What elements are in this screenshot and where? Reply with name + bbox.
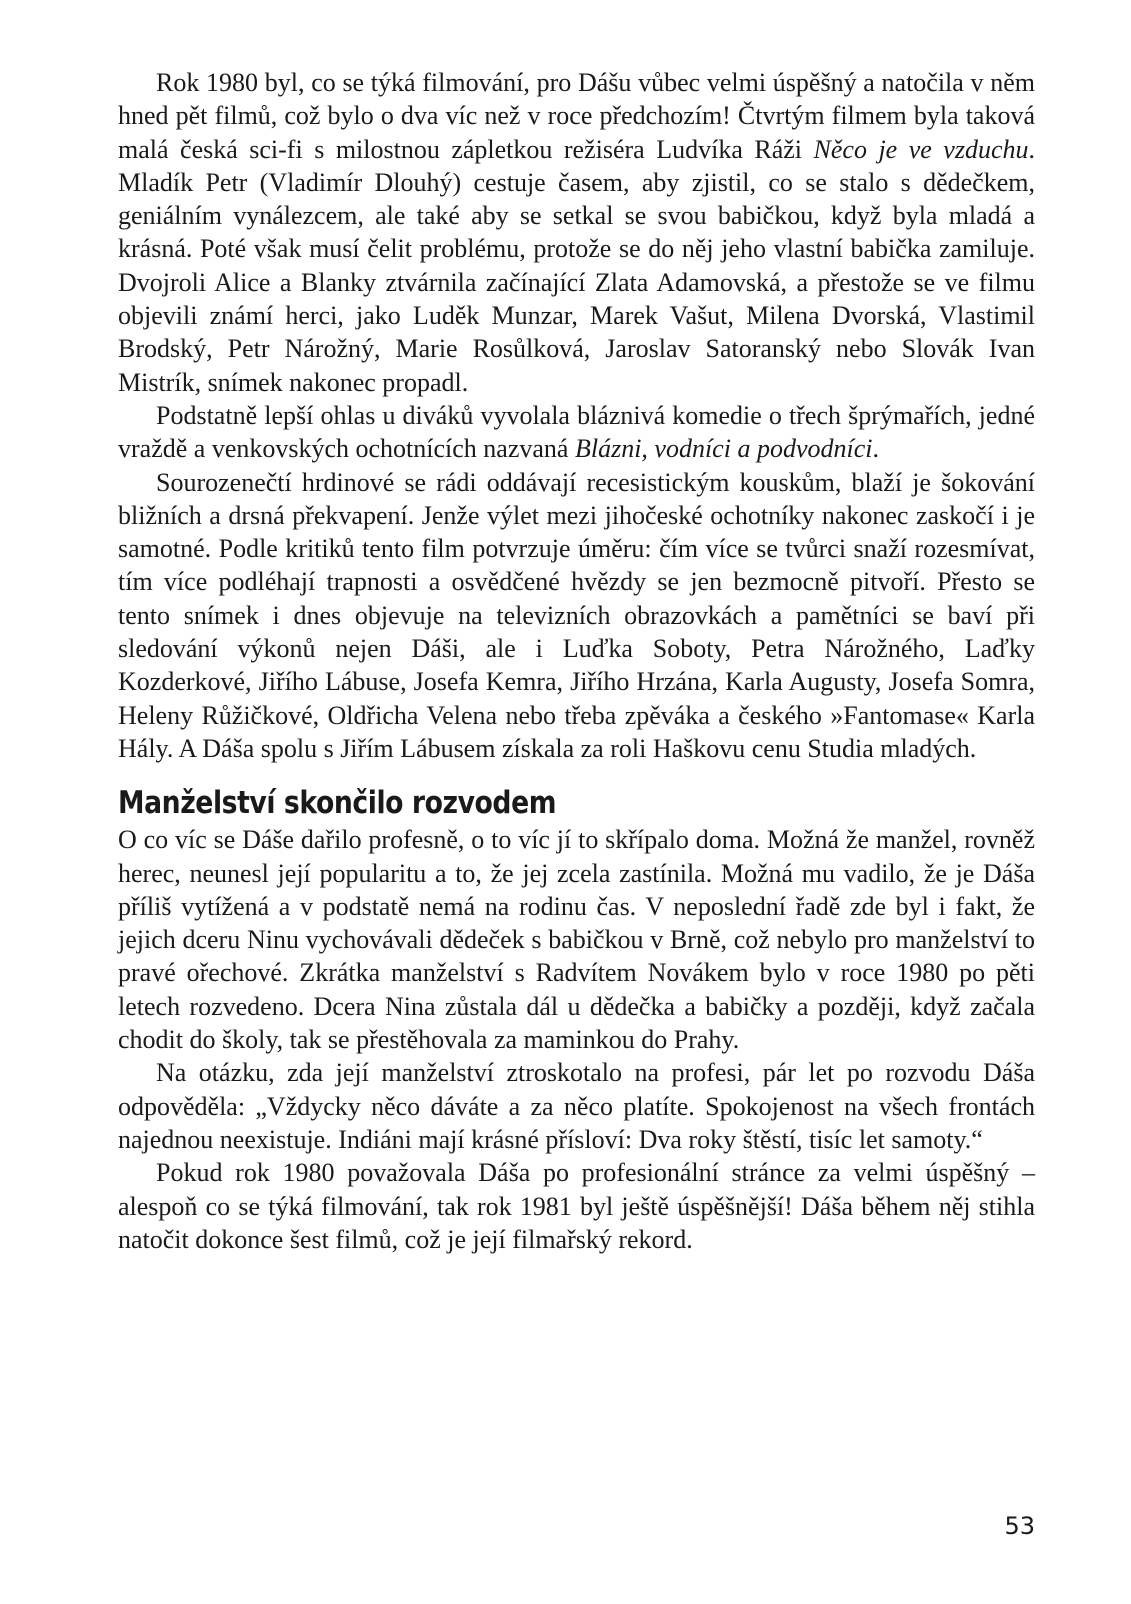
section-heading: Manželství skončilo rozvodem [118, 785, 557, 822]
text-run: Podstatně lepší ohlas u diváků vyvolala bláznivá komedie o třech šprýmařích, jedné vraždě a venkovských ochotnících nazvaná [118, 400, 1035, 464]
italic-title: Něco je ve vzduchu [813, 134, 1029, 164]
paragraph [118, 1156, 1035, 1256]
text-block-before-heading [118, 66, 1035, 765]
paragraph [118, 1056, 1035, 1156]
page-body [118, 66, 1035, 1256]
text-run: Rok 1980 byl, co se týká filmování, pro Dášu vůbec velmi úspěšný a natočila v něm hned pět filmů, což bylo o dva víc než v roce předchozím! Čtvrtým filmem byla taková malá česká sci-fi s milostnou zápletkou režiséra Ludvíka Ráži [118, 68, 1035, 164]
text-run: . [872, 434, 879, 464]
paragraph [118, 466, 1035, 766]
paragraph [118, 823, 1035, 1056]
text-block-after-heading [118, 823, 1035, 1256]
text-run: Na otázku, zda její manželství ztroskotalo na profesi, pár let po rozvodu Dáša odpověděla: „Vždycky něco dáváte a za něco platíte. Spokojenost na všech frontách najednou neexistuje. Indiáni mají krásné přísloví: Dva roky štěstí, tisíc let samoty.“ [118, 1058, 1035, 1154]
text-run: O co víc se Dáše dařilo profesně, o to víc jí to skřípalo doma. Možná že manžel, rovněž herec, neunesl její popularitu a to, že jej zcela zastínila. Možná mu vadilo, že je Dáša příliš vytížená a v podstatě nemá na rodinu čas. V neposlední řadě zde byl i fakt, že jejich dceru Ninu vychovávali dědeček s babičkou v Brně, což nebylo pro manželství to pravé ořechové. Zkrátka manželství s Radvítem Novákem bylo v roce 1980 po pěti letech rozvedeno. Dcera Nina zůstala dál u dědečka a babičky a později, když začala chodit do školy, tak se přestěhovala za maminkou do Prahy. [118, 825, 1035, 1055]
text-run: . Mladík Petr (Vladimír Dlouhý) cestuje časem, aby zjistil, co se stalo s dědečkem, geniálním vynálezcem, ale také aby se setkal se svou babičkou, když byla mladá a krásná. Poté však musí čelit problému, protože se do něj jeho vlastní babička zamiluje. Dvojroli Alice a Blanky ztvárnila začínající Zlata Adamovská, a přestože se ve filmu objevili známí herci, jako Luděk Munzar, Marek Vašut, Milena Dvorská, Vlastimil Brodský, Petr Nárožný, Marie Rosůlková, Jaroslav Satoranský nebo Slovák Ivan Mistrík, snímek nakonec propadl. [118, 134, 1036, 397]
text-run: Pokud rok 1980 považovala Dáša po profesionální stránce za velmi úspěšný – alespoň co se týká filmování, tak rok 1981 byl ještě úspěšnější! Dáša během něj stihla natočit dokonce šest filmů, což je její filmařský rekord. [118, 1158, 1035, 1254]
paragraph [118, 399, 1035, 466]
text-run: Sourozenečtí hrdinové se rádi oddávají recesistickým kouskům, blaží je šokování bližních a drsná překvapení. Jenže výlet mezi jihočeské ochotníky nakonec zaskočí i je samotné. Podle kritiků tento film potvrzuje úměru: čím více se tvůrci snaží rozesmívat, tím více podléhají trapnosti a osvědčené hvězdy se jen bezmocně pitvoří. Přesto se tento snímek i dnes objevuje na televizních obrazovkách a pamětníci se baví při sledování výkonů nejen Dáši, ale i Luďka Soboty, Petra Nárožného, Laďky Kozderkové, Jiřího Lábuse, Josefa Kemra, Jiřího Hrzána, Karla Augusty, Josefa Somra, Heleny Růžičkové, Oldřicha Velena nebo třeba zpěváka a českého »Fantomase« Karla Hály. A Dáša spolu s Jiřím Lábusem získala za roli Haškovu cenu Studia mladých. [118, 467, 1035, 763]
paragraph [118, 66, 1035, 399]
page-number: 53 [1004, 1512, 1035, 1540]
italic-title: Blázni, vodníci a podvodníci [574, 434, 873, 464]
